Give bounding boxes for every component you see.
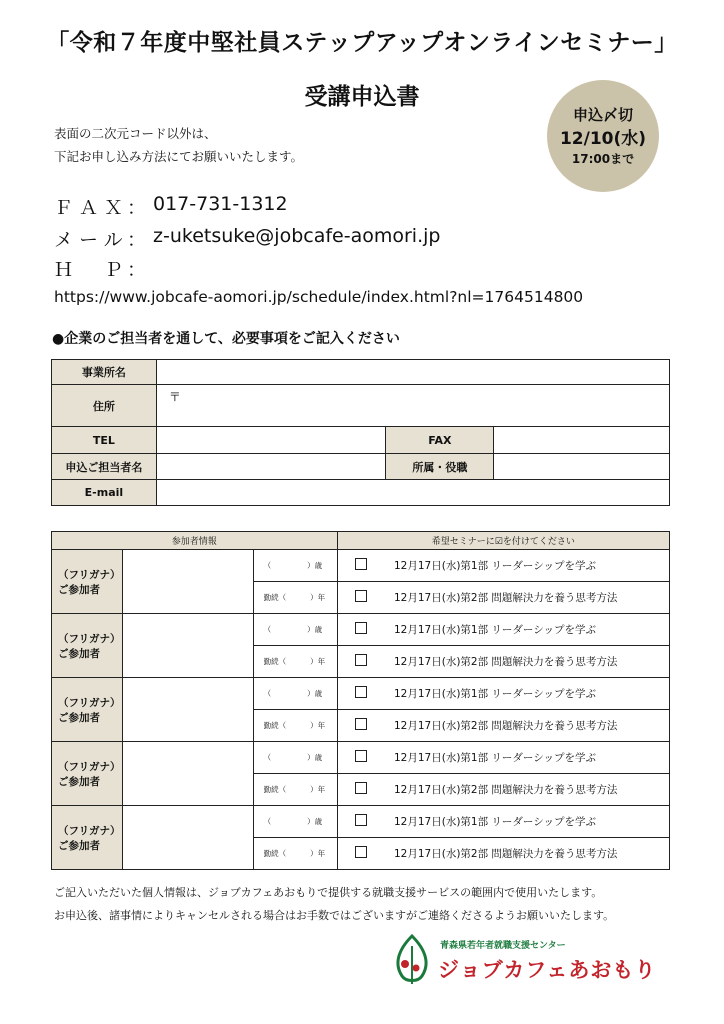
seminar-2-checkbox[interactable]: [337, 838, 384, 870]
participant-age-field[interactable]: [253, 550, 337, 582]
years-close: ）年: [310, 785, 326, 794]
participant-age-field[interactable]: [253, 678, 337, 710]
age-open: （: [263, 753, 272, 762]
seminar-1-checkbox[interactable]: [337, 742, 384, 774]
seminar-2-label: 12月17日(水)第2部 問題解決力を養う思考方法: [384, 710, 670, 742]
participant-name-field[interactable]: [122, 614, 253, 678]
company-info-table: [51, 359, 670, 506]
fax-colon: ：: [127, 197, 147, 219]
dept-title-field[interactable]: [494, 454, 670, 480]
years-open: 勤続（: [263, 785, 287, 794]
years-open: 勤続（: [263, 721, 287, 730]
fax-label: ＦＡＸ: [54, 197, 130, 219]
seminar-1-label: 12月17日(水)第1部 リーダーシップを学ぶ: [384, 678, 670, 710]
years-close: ）年: [310, 657, 326, 666]
seminar-2-label: 12月17日(水)第2部 問題解決力を養う思考方法: [384, 646, 670, 678]
seminar-1-checkbox[interactable]: [337, 550, 384, 582]
homepage-url[interactable]: https://www.jobcafe-aomori.jp/schedule/index.html?nl=1764514800: [54, 288, 584, 306]
postal-mark: 〒: [168, 390, 181, 404]
email-field[interactable]: [156, 480, 669, 506]
checkbox-icon[interactable]: [355, 846, 367, 858]
participant-age-field[interactable]: [253, 614, 337, 646]
footer-cancel-note: お申込後、諸事情によりキャンセルされる場合はお手数ではございますがご連絡くださるようお願いいたします。: [54, 909, 615, 922]
seminar-2-checkbox[interactable]: [337, 582, 384, 614]
participant-years-field[interactable]: [253, 710, 337, 742]
participant-age-field[interactable]: [253, 742, 337, 774]
seminar-2-checkbox[interactable]: [337, 774, 384, 806]
age-close: ）歳: [307, 689, 323, 698]
seminar-1-checkbox[interactable]: [337, 614, 384, 646]
checkbox-icon[interactable]: [355, 590, 367, 602]
participant-years-field[interactable]: [253, 646, 337, 678]
participant-years-field[interactable]: [253, 838, 337, 870]
contact-person-field[interactable]: [156, 454, 386, 480]
checkbox-icon[interactable]: [355, 750, 367, 762]
contact-person-label: 申込ご担当者名: [52, 454, 157, 480]
checkbox-icon[interactable]: [355, 718, 367, 730]
participant-name-label: （フリガナ） ご参加者: [52, 550, 123, 614]
participant-name-label: （フリガナ） ご参加者: [52, 614, 123, 678]
intro-line-1: 表面の二次元コード以外は、: [54, 126, 217, 141]
participant-name-field[interactable]: [122, 742, 253, 806]
office-name-label: 事業所名: [52, 360, 157, 385]
age-open: （: [263, 561, 272, 570]
checkbox-icon[interactable]: [355, 622, 367, 634]
jobcafe-logo: [390, 934, 660, 986]
checkbox-icon[interactable]: [355, 686, 367, 698]
years-close: ）年: [310, 593, 326, 602]
mail-address[interactable]: z-uketsuke@jobcafe-aomori.jp: [153, 225, 441, 247]
mail-colon: ：: [127, 229, 147, 251]
hp-label: Ｈ Ｐ: [54, 259, 130, 281]
age-close: ）歳: [307, 561, 323, 570]
mail-label: メール: [54, 229, 129, 251]
seminar-2-checkbox[interactable]: [337, 710, 384, 742]
fax-field-label: FAX: [386, 427, 494, 454]
address-field[interactable]: [156, 385, 669, 427]
deadline-date: 12/10(水): [559, 129, 647, 149]
participant-name-label: （フリガナ） ご参加者: [52, 806, 123, 870]
seminar-2-checkbox[interactable]: [337, 646, 384, 678]
participant-info-header: 参加者情報: [52, 532, 338, 550]
dept-title-label: 所属・役職: [386, 454, 494, 480]
checkbox-icon[interactable]: [355, 814, 367, 826]
checkbox-icon[interactable]: [355, 654, 367, 666]
years-close: ）年: [310, 721, 326, 730]
participant-name-label: （フリガナ） ご参加者: [52, 678, 123, 742]
logo-name: ジョブカフェあおもり: [438, 958, 657, 982]
address-label: 住所: [52, 385, 157, 427]
logo-subtitle: 青森県若年者就職支援センター: [440, 941, 566, 951]
deadline-badge: [547, 80, 659, 192]
fax-number: 017-731-1312: [153, 193, 288, 215]
deadline-time: 17:00まで: [571, 152, 635, 166]
seminar-1-label: 12月17日(水)第1部 リーダーシップを学ぶ: [384, 742, 670, 774]
age-close: ）歳: [307, 753, 323, 762]
participant-name-label: （フリガナ） ご参加者: [52, 742, 123, 806]
years-open: 勤続（: [263, 849, 287, 858]
form-subtitle: 受講申込書: [304, 84, 420, 110]
participants-table: [51, 531, 670, 870]
age-open: （: [263, 625, 272, 634]
office-name-field[interactable]: [156, 360, 669, 385]
seminar-2-label: 12月17日(水)第2部 問題解決力を養う思考方法: [384, 582, 670, 614]
seminar-2-label: 12月17日(水)第2部 問題解決力を養う思考方法: [384, 774, 670, 806]
participant-years-field[interactable]: [253, 774, 337, 806]
fax-field[interactable]: [494, 427, 670, 454]
form-title: 「令和７年度中堅社員ステップアップオンラインセミナー」: [46, 30, 678, 56]
participant-name-field[interactable]: [122, 678, 253, 742]
intro-line-2: 下記お申し込み方法にてお願いいたします。: [54, 149, 304, 164]
checkbox-icon[interactable]: [355, 782, 367, 794]
age-open: （: [263, 817, 272, 826]
hp-colon: ：: [127, 259, 147, 281]
seminar-1-label: 12月17日(水)第1部 リーダーシップを学ぶ: [384, 806, 670, 838]
seminar-1-label: 12月17日(水)第1部 リーダーシップを学ぶ: [384, 550, 670, 582]
email-label: E-mail: [52, 480, 157, 506]
seminar-1-label: 12月17日(水)第1部 リーダーシップを学ぶ: [384, 614, 670, 646]
tel-field[interactable]: [156, 427, 386, 454]
years-close: ）年: [310, 849, 326, 858]
seminar-choice-header: 希望セミナーに☑を付けてください: [337, 532, 669, 550]
age-close: ）歳: [307, 817, 323, 826]
years-open: 勤続（: [263, 593, 287, 602]
form-notice: ●企業のご担当者を通して、必要事項をご記入ください: [52, 331, 400, 347]
seminar-1-checkbox[interactable]: [337, 678, 384, 710]
participant-name-field[interactable]: [122, 550, 253, 614]
footer-privacy-note: ご記入いただいた個人情報は、ジョブカフェあおもりで提供する就職支援サービスの範囲内で使用いたします。: [54, 886, 603, 899]
participant-years-field[interactable]: [253, 582, 337, 614]
participant-age-field[interactable]: [253, 806, 337, 838]
participant-name-field[interactable]: [122, 806, 253, 870]
seminar-1-checkbox[interactable]: [337, 806, 384, 838]
leaf-logo-icon: [392, 934, 432, 986]
age-close: ）歳: [307, 625, 323, 634]
tel-label: TEL: [52, 427, 157, 454]
years-open: 勤続（: [263, 657, 287, 666]
seminar-2-label: 12月17日(水)第2部 問題解決力を養う思考方法: [384, 838, 670, 870]
deadline-label: 申込〆切: [572, 106, 633, 124]
checkbox-icon[interactable]: [355, 558, 367, 570]
age-open: （: [263, 689, 272, 698]
